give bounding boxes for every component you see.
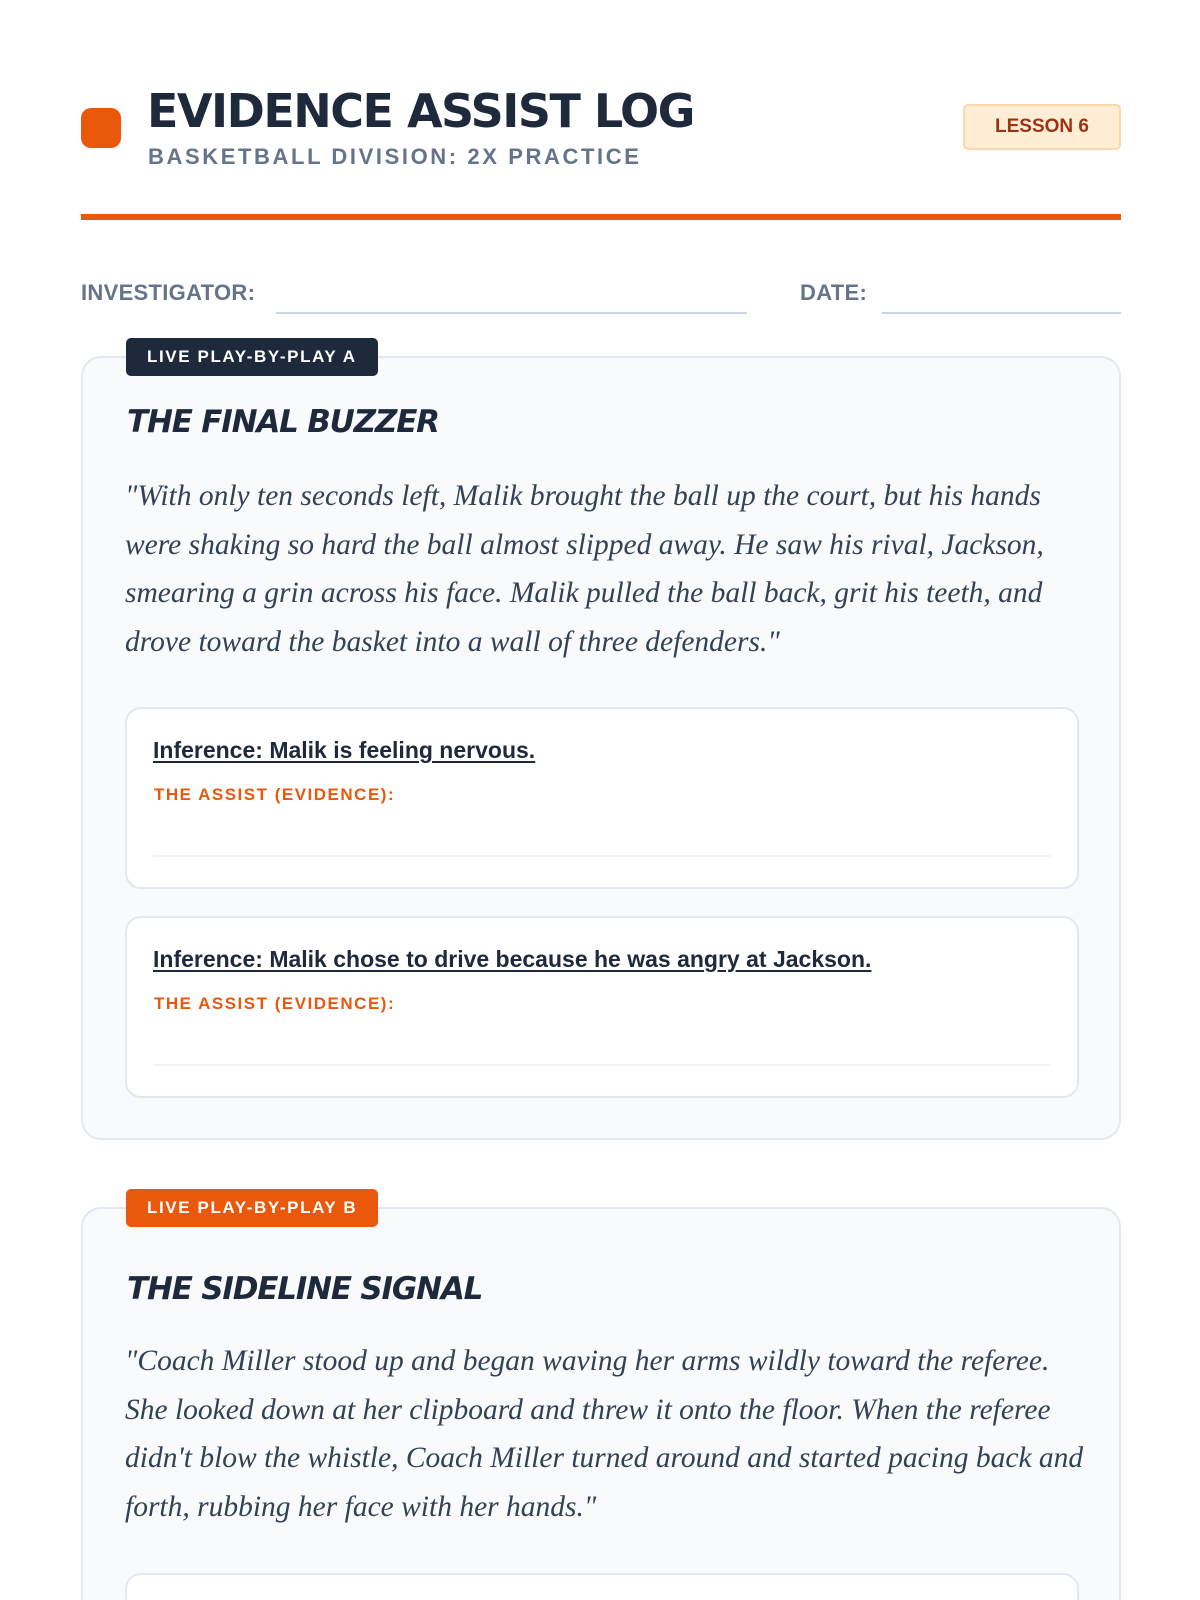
evidence-card: [125, 707, 1079, 889]
section-play-b: [81, 1198, 1121, 1600]
investigator-label: INVESTIGATOR:: [81, 280, 256, 305]
page-title: EVIDENCE ASSIST LOG: [147, 84, 694, 138]
inference-text: Inference: Malik chose to drive because he was angry at Jackson.: [153, 946, 872, 972]
section-tag: LIVE PLAY-BY-PLAY A: [126, 338, 378, 376]
section-title: THE SIDELINE SIGNAL: [127, 1271, 483, 1307]
header-divider: [81, 214, 1121, 220]
brand-square-icon: [81, 108, 121, 148]
assist-label: THE ASSIST (EVIDENCE):: [154, 994, 396, 1013]
lesson-badge: LESSON 6: [963, 104, 1121, 150]
evidence-card: [125, 1573, 1079, 1600]
evidence-answer-field[interactable]: [153, 1064, 1051, 1066]
page-subtitle: BASKETBALL DIVISION: 2X PRACTICE: [148, 144, 642, 169]
passage-text: "With only ten seconds left, Malik brought the ball up the court, but his hands were shaking so hard the ball almost slipped away. He saw his rival, Jackson, smearing a grin across his face. Malik pulled the ball back, grit his teeth, and drove toward the basket into a wall of three defenders.": [125, 480, 1044, 658]
passage-text: "Coach Miller stood up and began waving her arms wildly toward the referee. She looked down at her clipboard and threw it onto the floor. When the referee didn't blow the whistle, Coach Miller turned around and started pacing back and forth, rubbing her face with her hands.": [125, 1345, 1084, 1523]
date-field[interactable]: [882, 312, 1121, 314]
section-play-a: [81, 347, 1121, 1140]
date-label: DATE:: [800, 280, 868, 305]
assist-label: THE ASSIST (EVIDENCE):: [154, 785, 396, 804]
section-title: THE FINAL BUZZER: [127, 404, 439, 440]
investigator-field[interactable]: [276, 312, 747, 314]
section-tag: LIVE PLAY-BY-PLAY B: [126, 1189, 378, 1227]
evidence-answer-field[interactable]: [153, 855, 1051, 857]
info-row: [81, 278, 1121, 314]
evidence-card: [125, 916, 1079, 1098]
header: [81, 84, 1121, 184]
inference-text: Inference: Malik is feeling nervous.: [153, 737, 536, 763]
